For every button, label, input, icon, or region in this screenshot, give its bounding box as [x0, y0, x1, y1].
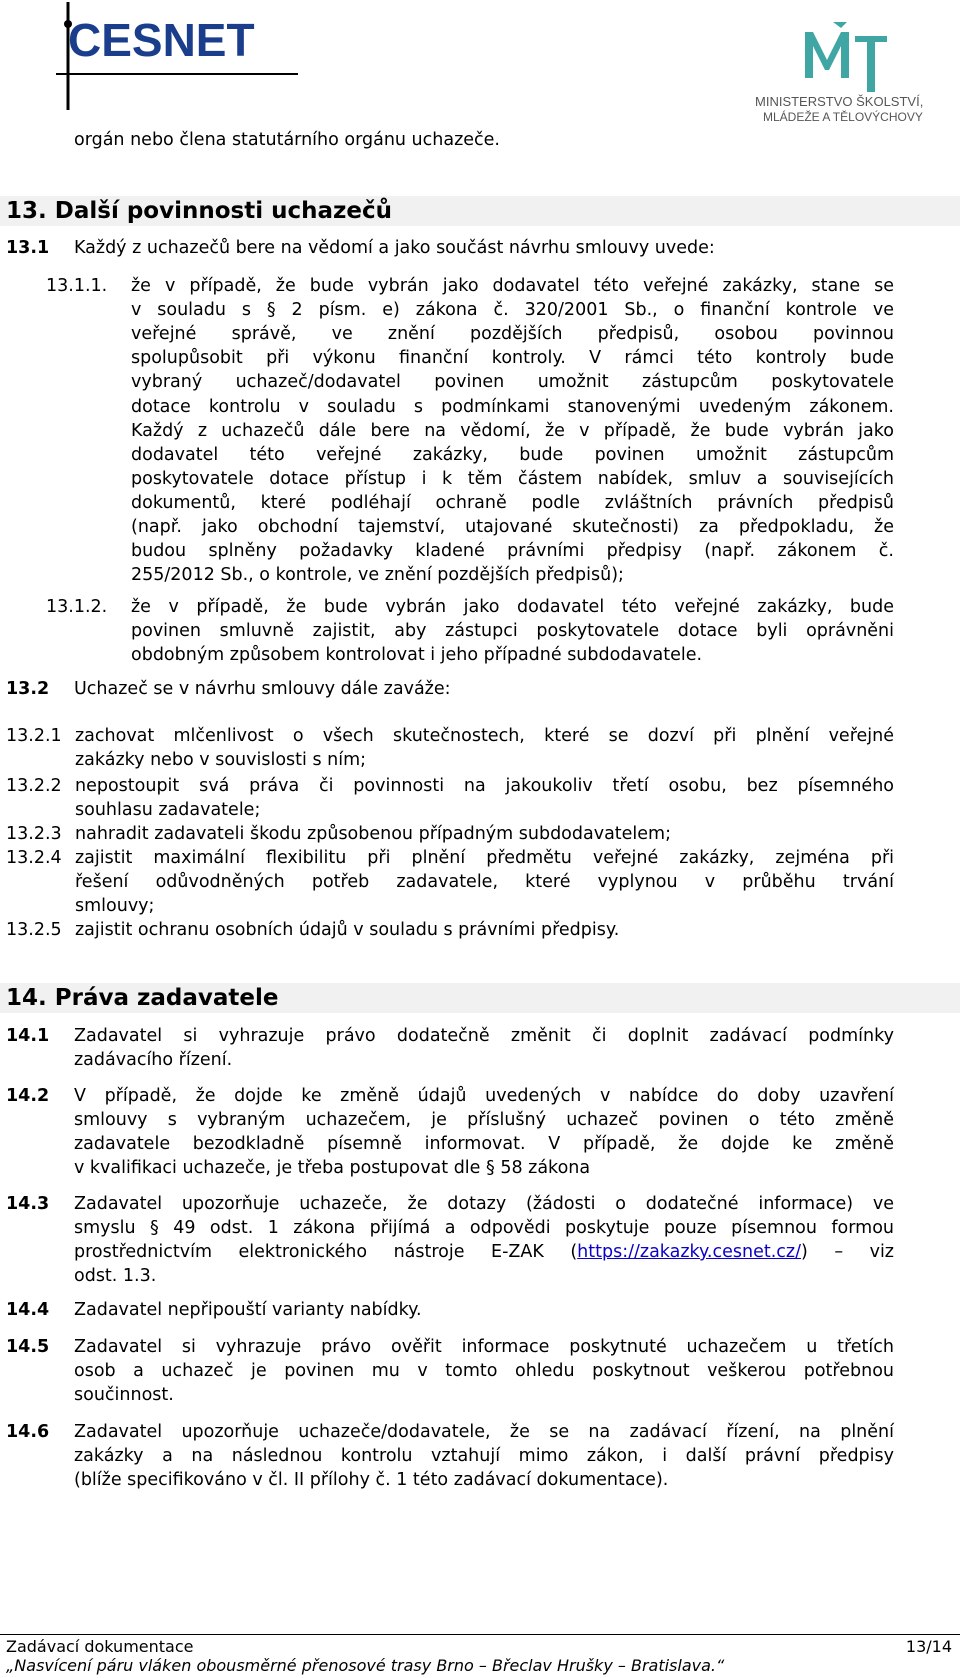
paragraph-line: dokumentů, které podléhají ochraně podle zvláštních právních předpisů: [131, 492, 894, 513]
item-line: řešení odůvodněných potřeb zadavatele, které vyplynou v průběhu trvání: [75, 872, 894, 892]
item-line: souhlasu zadavatele;: [75, 800, 261, 820]
item-line-text: prostřednictvím elektronického nástroje E-ZAK (: [74, 1242, 578, 1262]
item-number: 13.2.5: [6, 920, 62, 940]
item-number: 14.3: [6, 1194, 50, 1214]
item-number: 14.6: [6, 1422, 50, 1442]
paragraph-line: obdobným způsobem kontrolovat i jeho případné subdodavatele.: [131, 645, 703, 666]
paragraph-line: dodavatel této veřejné zakázky, bude povinen umožnit zástupcům: [131, 444, 894, 465]
item-number: 13.2.1: [6, 726, 62, 746]
item-line: zachovat mlčenlivost o všech skutečnostech, které se dozví při plnění veřejné: [75, 726, 894, 746]
paragraph-line: 255/2012 Sb., o kontrole, ve znění pozdějších předpisů);: [131, 565, 624, 586]
item-line: odst. 1.3.: [74, 1266, 157, 1286]
paragraph-line: poskytovatele dotace přístup i k těm částem nabídek, smluv a souvisejících: [131, 468, 894, 489]
p1312-num: 13.1.2.: [46, 597, 108, 617]
item-line: smlouvy;: [75, 896, 155, 916]
paragraph-line: spolupůsobit při výkonu finanční kontroly. V rámci této kontroly bude: [131, 348, 894, 369]
item-line: zakázky a na následnou kontrolu vztahují mimo zákon, i další právní předpisy: [74, 1446, 894, 1466]
p131-text: Každý z uchazečů bere na vědomí a jako součást návrhu smlouvy uvede:: [74, 238, 715, 258]
item-line: Zadavatel upozorňuje uchazeče, že dotazy (žádosti o dodatečné informace) ve: [74, 1194, 894, 1214]
paragraph-line: veřejné správě, ve znění pozdějších předpisů, osobou povinnou: [131, 324, 894, 345]
item-line: součinnost.: [74, 1385, 174, 1405]
item-line-with-link: [74, 1240, 894, 1265]
p131-num: 13.1: [6, 238, 50, 258]
ezak-link[interactable]: https://zakazky.cesnet.cz/: [577, 1242, 801, 1262]
section-14-title: 14. Práva zadavatele: [6, 985, 279, 1011]
item-line: osob a uchazeč je povinen mu v tomto ohledu poskytnout veškerou potřebnou: [74, 1361, 894, 1381]
paragraph-line: Každý z uchazečů dále bere na vědomí, že v případě, že bude vybrán jako: [131, 420, 894, 441]
item-line: zajistit ochranu osobních údajů v souladu s právními předpisy.: [75, 920, 620, 940]
item-number: 13.2.2: [6, 776, 62, 796]
item-number: 14.2: [6, 1086, 50, 1106]
intro-line: orgán nebo člena statutárního orgánu uchazeče.: [74, 130, 500, 150]
paragraph-line: (např. jako obchodní tajemství, utajované skutečnosti) za předpokladu, že: [131, 517, 894, 537]
item-number: 13.2.4: [6, 848, 62, 868]
item-line: smyslu § 49 odst. 1 zákona přijímá a odpovědi poskytuje pouze písemnou formou: [74, 1218, 894, 1238]
item-line: nahradit zadavateli škodu způsobenou případným subdodavatelem;: [75, 824, 671, 844]
paragraph-line: povinen smluvně zajistit, aby zástupci poskytovatele dotace byli oprávněni: [131, 621, 894, 642]
item-line: v kvalifikaci uchazeče, je třeba postupovat dle § 58 zákona: [74, 1158, 591, 1178]
paragraph-line: že v případě, že bude vybrán jako dodavatel této veřejné zakázky, bude: [131, 597, 894, 617]
item-line: Zadavatel upozorňuje uchazeče/dodavatele, že se na zadávací řízení, na plnění: [74, 1422, 894, 1442]
cesnet-logo: [28, 2, 298, 114]
item-line: zadavatele bezodkladně písemně informovat. V případě, že dojde ke změně: [74, 1134, 894, 1154]
item-line: nepostoupit svá práva či povinnosti na jakoukoliv třetí osobu, bez písemného: [75, 776, 894, 796]
item-line-text-after-link: ) – viz: [800, 1242, 894, 1262]
cesnet-logo-text: CESNET: [68, 14, 255, 66]
item-number: 14.5: [6, 1337, 50, 1357]
footer-doc-title: Zadávací dokumentace: [6, 1637, 194, 1656]
msmt-logo-line2: MLÁDEŽE A TĚLOVÝCHOVY: [763, 110, 923, 124]
item-line: Zadavatel si vyhrazuje právo ověřit informace poskytnuté uchazečem u třetích: [74, 1337, 894, 1357]
footer-page-number: 13/14: [905, 1637, 952, 1656]
msmt-logo-line1: MINISTERSTVO ŠKOLSTVÍ,: [755, 94, 924, 109]
item-number: 14.4: [6, 1300, 50, 1320]
footer-subtitle: „Nasvícení páru vláken obousměrné přenosové trasy Brno – Břeclav Hrušky – Bratislava.“: [6, 1656, 725, 1675]
item-line: (blíže specifikováno v čl. II přílohy č. 1 této zadávací dokumentace).: [74, 1470, 669, 1490]
footer-divider: [0, 1634, 960, 1635]
item-line: zakázky nebo v souvislosti s ním;: [75, 750, 367, 770]
item-line: Zadavatel si vyhrazuje právo dodatečně změnit či doplnit zadávací podmínky: [74, 1026, 894, 1046]
paragraph-line: budou splněny požadavky kladené právními předpisy (např. zákonem č.: [131, 541, 894, 562]
item-line: zajistit maximální flexibilitu při plnění předmětu veřejné zakázky, zejména při: [75, 848, 894, 868]
item-line: smlouvy s vybraným uchazečem, je příslušný uchazeč povinen o této změně: [74, 1110, 894, 1130]
section-13-title: 13. Další povinnosti uchazečů: [6, 198, 392, 224]
paragraph-line: v souladu s § 2 písm. e) zákona č. 320/2001 Sb., o finanční kontrole ve: [131, 300, 894, 321]
item-line: V případě, že dojde ke změně údajů uvedených v nabídce do doby uzavření: [74, 1086, 894, 1106]
paragraph-line: že v případě, že bude vybrán jako dodavatel této veřejné zakázky, stane se: [131, 276, 894, 296]
item-line: Zadavatel nepřipouští varianty nabídky.: [74, 1300, 422, 1320]
paragraph-line: dotace kontrolu v souladu s podmínkami stanovenými uvedeným zákonem.: [131, 396, 894, 417]
paragraph-line: vybraný uchazeč/dodavatel povinen umožnit zástupcům poskytovatele: [131, 372, 894, 393]
item-number: 14.1: [6, 1026, 50, 1046]
item-line: zadávacího řízení.: [74, 1050, 233, 1070]
p1311-num: 13.1.1.: [46, 276, 108, 296]
msmt-logo: [755, 22, 945, 128]
item-number: 13.2.3: [6, 824, 62, 844]
p132-text: Uchazeč se v návrhu smlouvy dále zaváže:: [74, 679, 451, 699]
p132-num: 13.2: [6, 679, 50, 699]
